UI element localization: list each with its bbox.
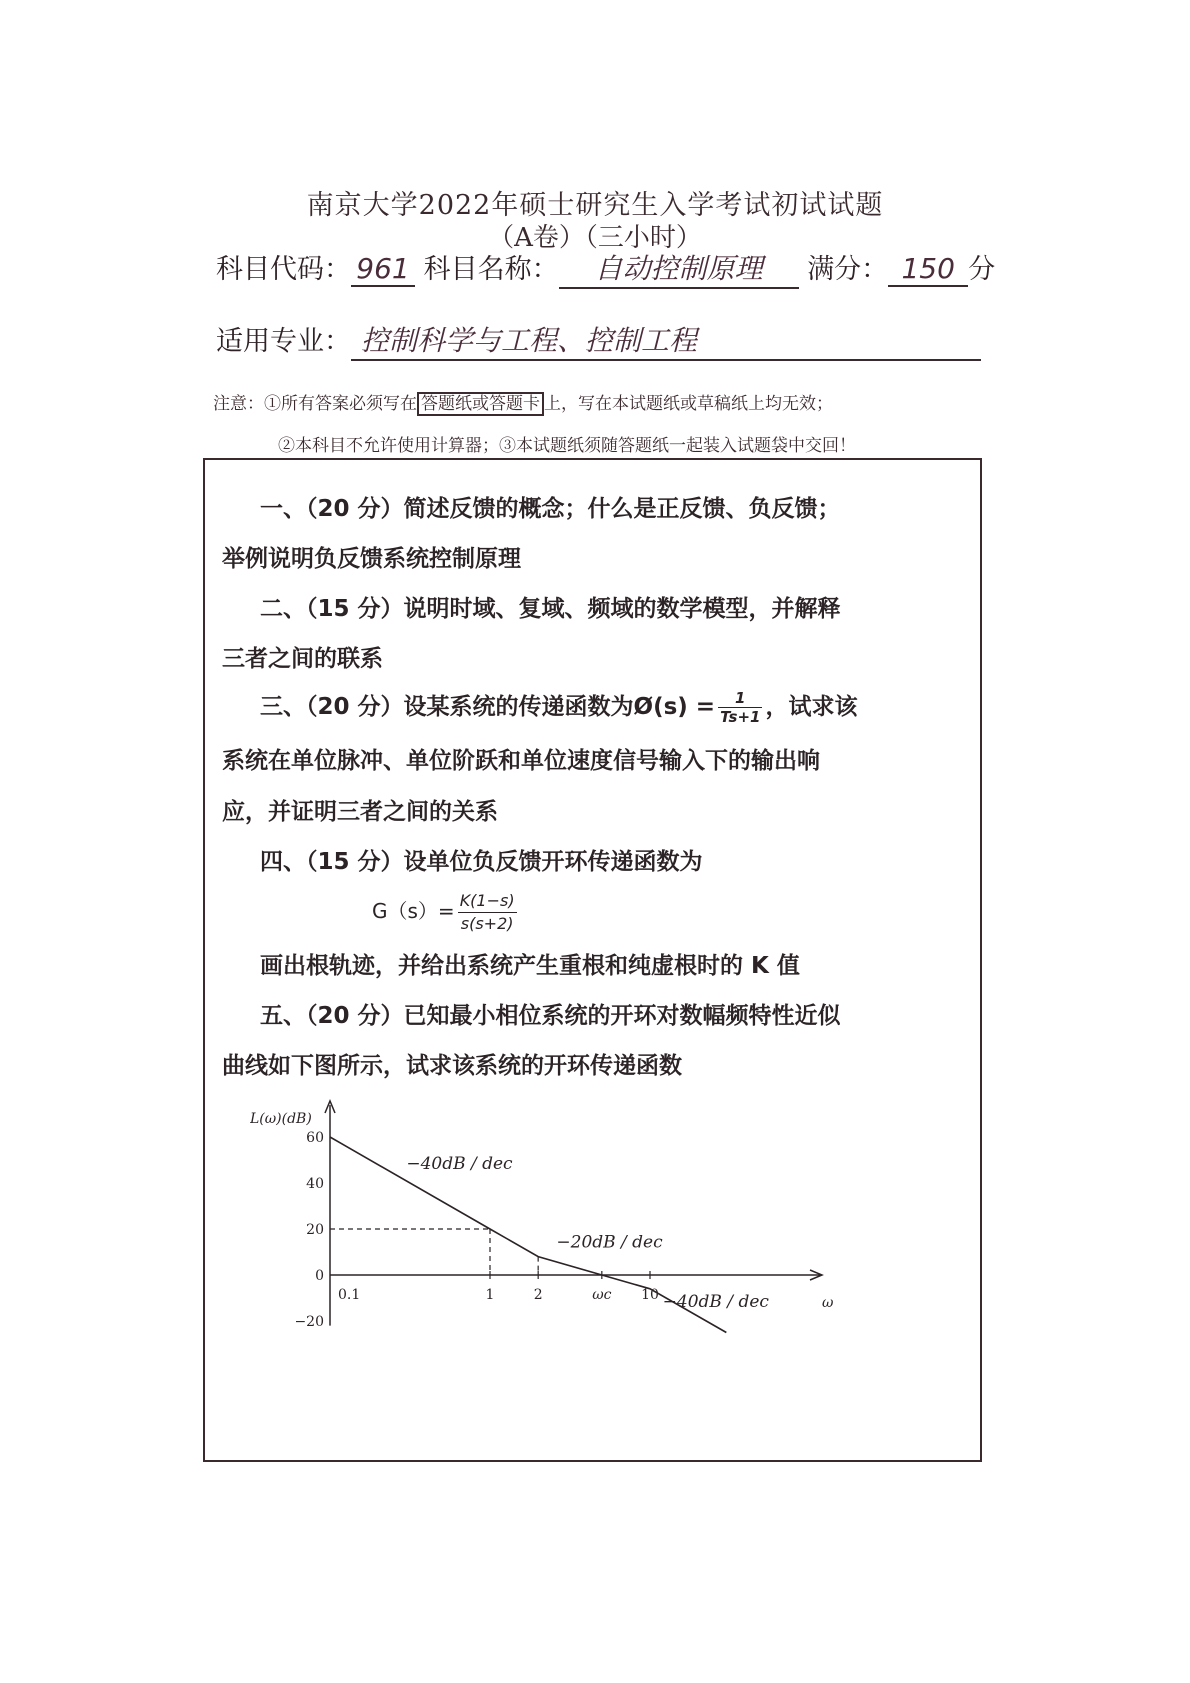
slope-annotation: −40dB / dec xyxy=(406,1154,513,1175)
q3-line1 xyxy=(222,688,922,726)
x-tick-label: 10 xyxy=(641,1287,659,1303)
major: 控制科学与工程、控制工程 xyxy=(351,319,981,361)
q5-text: 五、（20 分）已知最小相位系统的开环对数幅频特性近似 xyxy=(260,1003,841,1029)
notice-prefix: 注意：①所有答案必须写在 xyxy=(213,394,417,414)
x-tick-label: 1 xyxy=(485,1287,495,1303)
q4-text: 四、（15 分）设单位负反馈开环传递函数为 xyxy=(260,849,703,875)
x-axis-label: ω xyxy=(822,1295,834,1311)
y-tick-label: −20 xyxy=(294,1314,324,1330)
major-row xyxy=(216,319,981,361)
notice-line-2: ②本科目不允许使用计算器；③本试题纸须随答题纸一起装入试题袋中交回！ xyxy=(278,436,856,456)
notice-boxed: 答题纸或答题卡 xyxy=(417,392,544,416)
major-label: 适用专业： xyxy=(216,326,351,357)
x-tick-label: ωc xyxy=(592,1287,612,1303)
exam-subtitle: （A卷）（三小时） xyxy=(488,223,702,253)
q4-numerator: K(1−s) xyxy=(458,890,517,913)
q4-formula xyxy=(372,890,520,935)
q2-line1 xyxy=(222,590,922,623)
q2-line2: 三者之间的联系 xyxy=(222,646,383,672)
exam-title: 南京大学2022年硕士研究生入学考试初试试题 xyxy=(306,190,884,221)
full-marks: 150 xyxy=(888,252,968,287)
full-marks-label: 满分： xyxy=(807,254,889,285)
x-tick-label: 2 xyxy=(533,1287,543,1303)
q5-line2: 曲线如下图所示，试求该系统的开环传递函数 xyxy=(222,1053,682,1079)
subject-code-label: 科目代码： xyxy=(216,254,351,285)
full-marks-unit: 分 xyxy=(968,254,996,285)
x-tick-label: 0.1 xyxy=(338,1287,361,1303)
q3-line3: 应，并证明三者之间的关系 xyxy=(222,799,498,825)
slope-annotation: −40dB / dec xyxy=(662,1292,769,1313)
notice-line-1 xyxy=(213,389,833,414)
slope-annotation: −20dB / dec xyxy=(556,1232,663,1253)
q4-line1 xyxy=(222,843,922,876)
subject-code: 961 xyxy=(351,252,415,287)
q4-fraction xyxy=(458,890,517,935)
q1-line1 xyxy=(222,490,922,523)
y-tick-label: 0 xyxy=(315,1268,324,1284)
subject-name: 自动控制原理 xyxy=(559,247,799,289)
bode-magnitude-chart xyxy=(250,1095,910,1365)
q3-prefix: 三、（20 分）设某系统的传递函数为Ø(s) = xyxy=(260,694,716,720)
y-axis-label: L(ω)(dB) xyxy=(250,1111,312,1127)
q4-line2 xyxy=(222,947,922,980)
q1-line2: 举例说明负反馈系统控制原理 xyxy=(222,546,521,572)
subject-name-label: 科目名称： xyxy=(423,254,559,285)
q2-text: 二、（15 分）说明时域、复域、频域的数学模型，并解释 xyxy=(260,596,841,622)
q3-fraction xyxy=(718,689,762,726)
q4-text-2: 画出根轨迹，并给出系统产生重根和纯虚根时的 K 值 xyxy=(260,953,800,979)
y-tick-label: 60 xyxy=(306,1130,324,1146)
q3-numerator: 1 xyxy=(718,689,762,708)
subject-row xyxy=(216,247,995,289)
notice-suffix: 上，写在本试题纸或草稿纸上均无效； xyxy=(544,394,833,414)
q1-text: 一、（20 分）简述反馈的概念；什么是正反馈、负反馈； xyxy=(260,496,841,522)
y-tick-label: 20 xyxy=(306,1222,324,1238)
q3-line2: 系统在单位脉冲、单位阶跃和单位速度信号输入下的输出响 xyxy=(222,748,820,774)
q5-line1 xyxy=(222,997,922,1030)
q3-denominator: Ts+1 xyxy=(720,708,761,726)
q4-formula-lhs: G（s）= xyxy=(372,899,455,923)
q3-suffix: ，试求该 xyxy=(765,694,858,720)
q4-denominator: s(s+2) xyxy=(460,914,514,933)
y-tick-label: 40 xyxy=(306,1176,324,1192)
